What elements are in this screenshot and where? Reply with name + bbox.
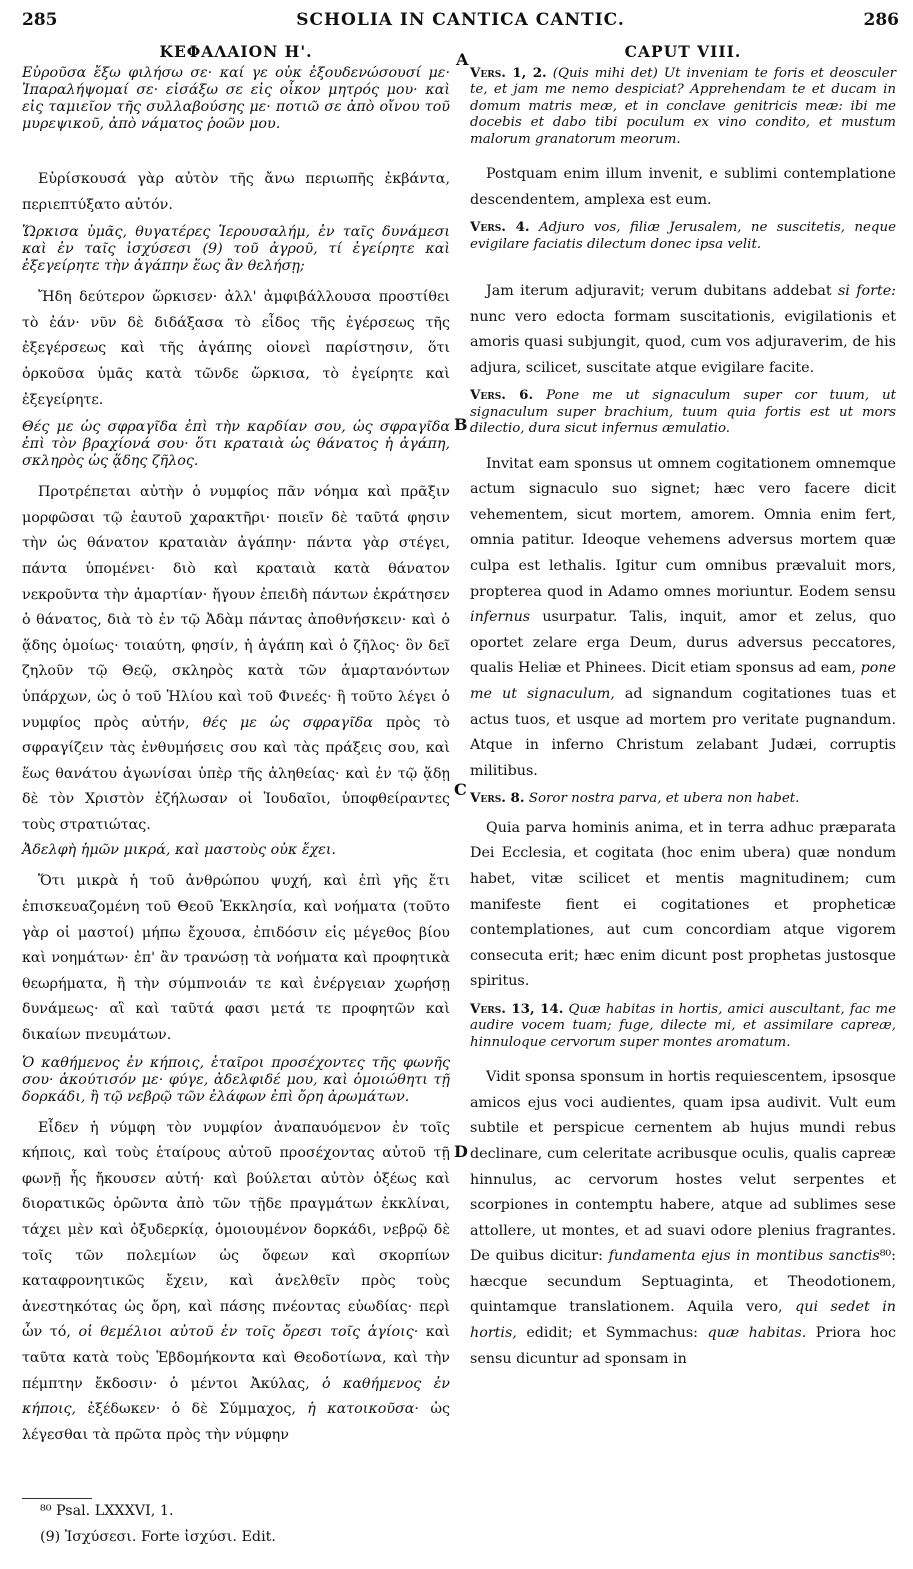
- greek-paragraph-3-text: Προτρέπεται αὐτὴν ὁ νυμφίος πᾶν νόημα καὶ πρᾶξιν μορφῶσαι τῷ ἑαυτοῦ χαρακτῆρι· ποιεῖν δὲ ταῦτά φησιν τὴν ὡς θάνατον κραταιὰν ἀγάπην· πάντα γὰρ στέγει, πάντα ὑπομένει· διὸ καὶ κραταιὰ κατὰ θάνατον νεκροῦντα τὴν ἁμαρτίαν· ἤγουν ἐπειδὴ πάντων ἐκράτησεν ὁ θάνατος, διὰ τὸ ἐν τῷ Ἀδὰμ πάντας ἀποθνήσκειν· καὶ ὁ ᾅδης ὁμοίως· τοιαύτη, φησίν, ἡ ἀγάπη καὶ ὁ ζῆλος· ὃν δεῖ ζηλοῦν τῷ Θεῷ, σκληρὸς κατὰ τῶν ἁμαρτανόντων ὑπάρχων, ὡς ὁ τοῦ Ἡλίου καὶ τοῦ Φινεές· ἢ τοῦτο λέγει ὁ νυμφίος πρὸς αὐτήν,: [22, 484, 450, 731]
- verse-4-text: Adjuro vos, filiæ Jerusalem, ne suscitetis, neque evigilare faciatis dilectum donec ipsa velit.: [470, 220, 896, 252]
- verse-13-14-label: Vers. 13, 14.: [470, 1000, 564, 1017]
- margin-letter-a: A: [456, 50, 469, 69]
- latin-paragraph-3-cont-1: usurpatur. Talis, inquit, amor et zelus, quo oportet zelare erga Deum, durus adversus peccatores, qualis Heliæ et Phinees. Dicit etiam sponsus ad eam,: [470, 609, 896, 677]
- margin-letter-b: B: [454, 415, 468, 434]
- verse-6-text: Pone me ut signaculum super cor tuum, ut signaculum super brachium, tuum quia fortis est ut mors dilectio, dura sicut infernus æmulatio.: [470, 388, 896, 437]
- greek-paragraph-4: Ὅτι μικρὰ ἡ τοῦ ἀνθρώπου ψυχή, καὶ ἐπὶ γῆς ἔτι ἐπισκευαζομένη τοῦ Θεοῦ Ἐκκλησία, καὶ νοήματα (τοῦτο γὰρ οἱ μαστοί) μήπω ἔχουσα, ἐπιδόσιν εἰς μέγεθος βίου καὶ νοημάτων· ἐπ' ἂν τρανώσῃ τὰ νοήματα καὶ προφητικὰ θεωρήματα, ἢ τὴν σύμπνοιάν τε καὶ ἐνέργειαν χωρήσῃ δυνάμεως· αἳ καὶ ταῦτά φασι μετά τε προφητῶν καὶ δικαίων πνευμάτων.: [22, 873, 450, 1044]
- verse-4-label: Vers. 4.: [470, 219, 530, 236]
- greek-paragraph-3-cont: πρὸς τὸ σφραγίζειν τὰς ἐνθυμήσεις σου καὶ τὰς πράξεις σου, καὶ ἕως θανάτου ἀγωνίσαι ὑπὲρ τῆς ἀληθείας· καὶ ἐν τῷ ᾅδῃ δὲ τὸν Χριστὸν ἐζήλωσαν οἱ Ἰουδαῖοι, ὑποφθείραντες τοὺς στρατιώτας.: [22, 714, 451, 833]
- greek-paragraph-3: [22, 480, 450, 838]
- verse-1-2-label: Vers. 1, 2.: [470, 65, 547, 81]
- page-number-right: 286: [863, 10, 899, 30]
- greek-paragraph-5-text: Εἶδεν ἡ νύμφη τὸν νυμφίον ἀναπαυόμενον ἐν τοῖς κήποις, καὶ τοὺς ἑταίρους αὐτοῦ προσέχοντας αὐτοῦ τῇ φωνῇ ἧς ἤκουσεν αὐτή· καὶ βούλεται αὐτὸν ὀξέως καὶ διορατικῶς ὁρῶντα ἀπὸ τῶν τῇδε πραγμάτων ἐκκλίναι, τάχει μὲν καὶ ὀξυδερκίᾳ, ὁμοιουμένον δορκάδι, νεβρῷ δὲ τοῖς τῶν πολεμίων ὡς ὄφεων καὶ σκορπίων καταφρονητικῶς ἔχειν, καὶ ἀνελθεῖν πρὸς τοὺς ἀνεστηκότας ὡς ὄρη, καὶ πάσης πνέοντας εὐωδίας· περὶ ὧν τό,: [22, 1119, 450, 1341]
- footnote-9: (9) Ἰσχύσεσι. Forte ἰσχύσι. Edit.: [40, 1529, 276, 1545]
- greek-paragraph-5: [22, 1116, 450, 1449]
- greek-paragraph-5-cont-1: καὶ ταῦτα κατὰ τοὺς Ἑβδομήκοντα καὶ Θεοδοτίωνα, καὶ τὴν πέμπτην ἔκδοσιν· ὁ μέντοι Ἀκύλας,: [22, 1324, 450, 1392]
- margin-letter-d: D: [454, 1142, 468, 1161]
- latin-paragraph-3-quote-1: infernus: [470, 609, 531, 626]
- verse-1-2: [470, 65, 896, 148]
- greek-paragraph-5-quote-1: οἱ θεμέλιοι αὐτοῦ ἐν τοῖς ὄρεσι τοῖς ἁγίοις·: [78, 1324, 419, 1341]
- latin-paragraph-2-text: Jam iterum adjuravit; verum dubitans addebat: [486, 283, 832, 300]
- latin-column: [470, 42, 896, 1378]
- verse-4: [470, 219, 896, 253]
- latin-paragraph-5-cont-3: Priora hoc sensu dicuntur ad sponsam in: [470, 1325, 897, 1367]
- greek-paragraph-3-quote: θές με ὡς σφραγῖδα: [202, 714, 373, 731]
- running-title: SCHOLIA IN CANTICA CANTIC.: [296, 10, 625, 30]
- greek-lemma-5: Ὁ καθήμενος ἐν κήποις, ἑταῖροι προσέχοντες τῆς φωνῆς σου· ἀκούτισόν με· φύγε, ἀδελφιδέ μου, καὶ ὁμοιώθητι τῇ δορκάδι, ἢ τῷ νεβρῷ τῶν ἐλάφων ἐπὶ ὄρη ἀρωμάτων.: [22, 1054, 450, 1105]
- verse-13-14: [470, 1001, 896, 1051]
- verse-6-label: Vers. 6.: [470, 387, 534, 404]
- latin-paragraph-2: [470, 279, 896, 381]
- greek-lemma-3: Θές με ὡς σφραγῖδα ἐπὶ τὴν καρδίαν σου, ὡς σφραγῖδα ἐπὶ τὸν βραχίονά σου· ὅτι κραταιὰ ὡς θάνατος ἡ ἀγάπη, σκληρὸς ὡς ᾅδης ζῆλος.: [22, 419, 450, 470]
- latin-paragraph-2-quote: si forte:: [837, 283, 896, 300]
- latin-chapter-heading: CAPUT VIII.: [624, 42, 742, 61]
- latin-paragraph-5-cont-1: : hæcque secundum Septuaginta, et Theodotionem, quintamque translationem. Aquila vero,: [470, 1248, 896, 1316]
- verse-8-text: Soror nostra parva, et ubera non habet.: [528, 791, 800, 807]
- greek-lemma-2: Ὥρκισα ὑμᾶς, θυγατέρες Ἱερουσαλήμ, ἐν ταῖς δυνάμεσι καὶ ἐν ταῖς ἰσχύσεσι (9) τοῦ ἀγροῦ, τί ἐγείρητε καὶ ἐξεγείρητε τὴν ἀγάπην ἕως ἂν θελήσῃ;: [22, 224, 450, 275]
- greek-column: [22, 42, 450, 1454]
- greek-paragraph-5-cont-3: ὡς λέγεσθαι τὰ πρῶτα πρὸς τὴν νύμφην: [22, 1401, 450, 1443]
- latin-paragraph-1: Postquam enim illum invenit, e sublimi contemplatione descendentem, amplexa est eum.: [470, 166, 896, 208]
- latin-paragraph-5-cont-2: edidit; et Symmachus:: [526, 1325, 698, 1342]
- greek-chapter-heading: ΚΕΦΑΛΑΙΟΝ Η'.: [159, 42, 313, 61]
- margin-letter-c: C: [454, 780, 467, 799]
- latin-paragraph-3-text: Invitat eam sponsus ut omnem cogitationem omnemque actum signaculo suo signet; hæc vero facere dicit vehementem, sicut mortem, amorem. Omnia enim fert, omnia patitur. Ideoque vehemens adversus mortem quæ culpa est lethalis. Igitur cum omnibus prævaluit mors, propterea quod in Adamo omnes moriuntur. Eodem sensu: [470, 455, 896, 600]
- greek-paragraph-1: Εὑρίσκουσά γὰρ αὐτὸν τῆς ἄνω περιωπῆς ἐκβάντα, περιεπτύξατο αὐτόν.: [22, 171, 450, 213]
- latin-paragraph-4: Quia parva hominis anima, et in terra adhuc præparata Dei Ecclesia, et cogitata (hoc enim ubera) quæ nondum habet, vitæ scilicet et mentis magnitudinem; cum manifeste fient ei cogitationes et propheticæ contemplationes, aut cum concordiam atque vigorem consecuta erit; hæc enim dicunt post prophetas justosque spiritus.: [470, 819, 896, 990]
- greek-paragraph-5-quote-2: ὁ καθήμενος ἐν κήποις,: [22, 1375, 450, 1418]
- greek-paragraph-5-cont-2: ἐξέδωκεν· ὁ δὲ Σύμμαχος,: [87, 1401, 296, 1418]
- greek-lemma-1: Εὑροῦσα ἔξω φιλήσω σε· καί γε οὐκ ἐξουδενώσουσί με· Ἰπαραλήψομαί σε· εἰσάξω σε εἰς οἶκον μητρός μου· καὶ εἰς ταμιεῖον τῆς συλλαβούσης με· ποτιῶ σε ἀπὸ οἴνου τοῦ μυρεψικοῦ, ἀπὸ νάματος ῥοῶν μου.: [22, 65, 450, 132]
- greek-lemma-4: Ἀδελφὴ ἡμῶν μικρά, καὶ μαστοὺς οὐκ ἔχει.: [22, 842, 336, 859]
- verse-8: [470, 790, 896, 807]
- latin-paragraph-5-text: Vidit sponsa sponsum in hortis requiescentem, ipsosque amicos ejus voci audientes, quam ipsa audivit. Vult eum subtile et perspicue cernentem ab hujus mundi rebus declinare, cum celeritate acribusque oculis, qualis capreæ hinnulus, ac cervorum hostes velut serpentes et scorpiones in contemptu habere, atque ad sublimes sese attollere, ut montes, et ad suavi odore plenius fragrantes. De quibus dicitur:: [470, 1069, 896, 1265]
- footnote-rule: [22, 1498, 92, 1499]
- latin-paragraph-5-quote-1: fundamenta ejus in montibus sanctis: [608, 1248, 880, 1265]
- latin-paragraph-3-cont-2: ad signandum cogitationes tuas et actus tuos, et usque ad mortem pro veritate pugnandum. Atque in inferno Christum zelabant Judæi, corruptis militibus.: [470, 685, 896, 779]
- latin-paragraph-5-quote-2: qui sedet in hortis,: [470, 1299, 896, 1342]
- latin-paragraph-2-cont: nunc vero edocta formam suscitationis, evigilationis et amoris quasi subjungit, quod, cum vos adjuraverim, de his adjura, scilicet, suscitate atque evigilare facite.: [470, 308, 896, 376]
- verse-13-14-text: Quæ habitas in hortis, amici auscultant, fac me audire vocem tuam; fuge, dilecte mi, et assimilare capreæ, hinnuloque cervorum super montes aromatum.: [470, 1001, 896, 1050]
- latin-paragraph-5: [470, 1065, 896, 1372]
- verse-8-label: Vers. 8.: [470, 790, 525, 807]
- footnote-ref-80: ⁸⁰: [879, 1248, 892, 1265]
- verse-6: [470, 387, 896, 437]
- footnote-psalm: ⁸⁰ Psal. LXXXVI, 1.: [40, 1503, 174, 1519]
- greek-paragraph-5-quote-3: ἡ κατοικοῦσα·: [307, 1401, 419, 1418]
- verse-1-2-text: (Quis mihi det) Ut inveniam te foris et deosculer te, et jam me nemo despiciat? Apprehendam te et ducam in domum matris meæ, et in conclave genitricis meæ: ibi me docebis et dabo tibi poculum ex vino condito, et mustum malorum granatorum meorum.: [470, 66, 896, 147]
- latin-paragraph-3-quote-2: pone me ut signaculum,: [470, 660, 896, 702]
- page-number-left: 285: [22, 10, 58, 30]
- latin-paragraph-5-quote-3: quæ habitas.: [707, 1325, 807, 1342]
- latin-paragraph-3: [470, 452, 896, 785]
- running-header: [22, 10, 899, 40]
- greek-paragraph-2: Ἤδη δεύτερον ὥρκισεν· ἀλλ' ἀμφιβάλλουσα προστίθει τὸ ἐάν· νῦν δὲ διδάξασα τὸ εἶδος τῆς ἐγέρσεως τῆς ἐξεγέρσεως καὶ τῆς ἀγάπης οἱονεὶ παρίστησιν, ὅτι ὁρκοῦσα ὑμᾶς κατὰ τῶνδε ὥρκισα, τὸ ἐγείρητε καὶ ἐξεγείρητε.: [22, 289, 450, 408]
